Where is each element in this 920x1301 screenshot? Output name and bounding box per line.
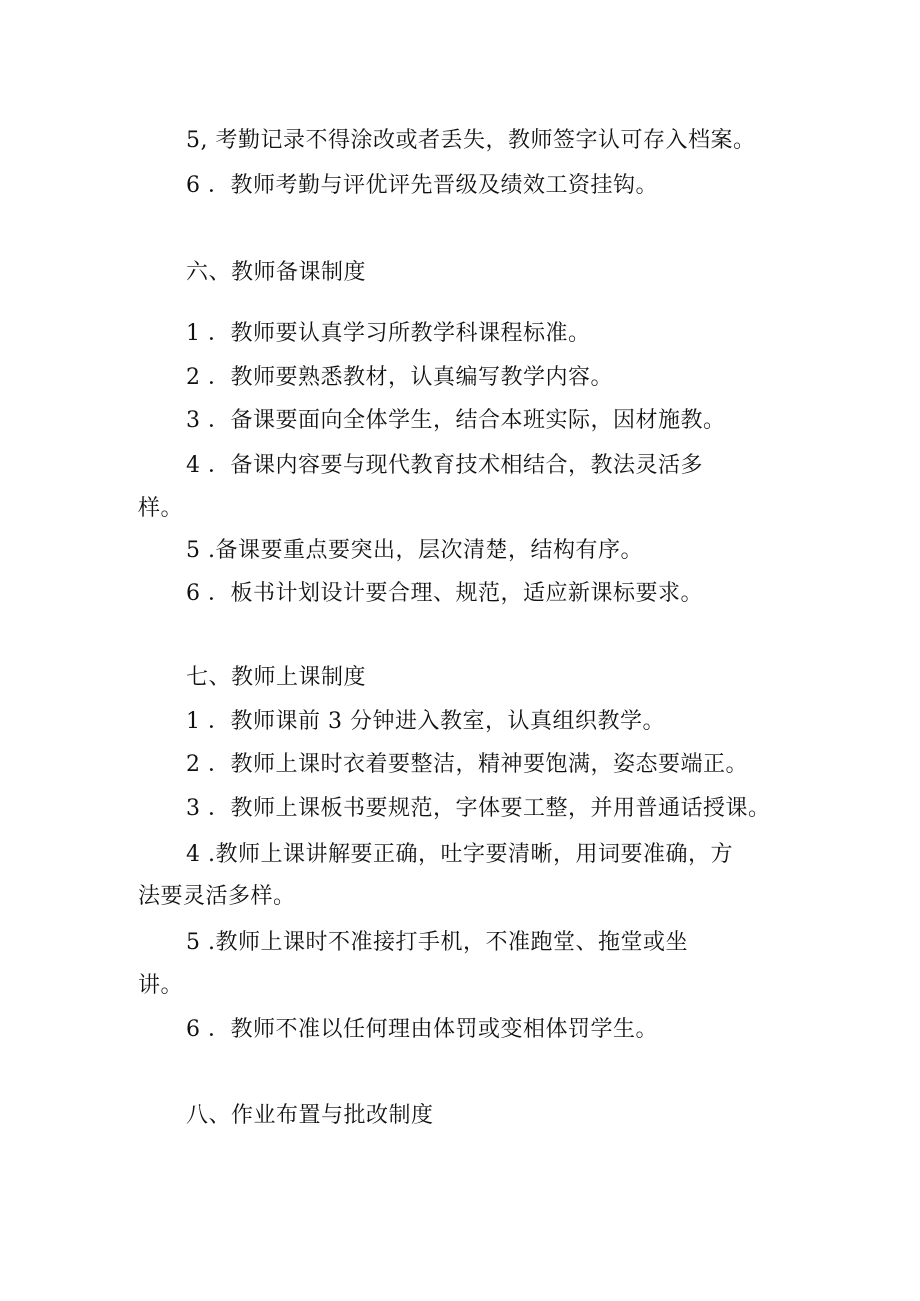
teaching-item-2: 2 ．教师上课时衣着要整洁，精神要饱满，姿态要端正。 [186, 752, 748, 777]
teaching-item-6: 6 ．教师不准以任何理由体罚或变相体罚学生。 [186, 1017, 658, 1042]
lesson-prep-item-1: 1 ．教师要认真学习所教学科课程标准。 [186, 321, 591, 346]
section-heading-teaching: 七、教师上课制度 [186, 665, 367, 690]
teaching-item-1: 1 ．教师课前 3 分钟进入教室，认真组织教学。 [186, 709, 665, 734]
teaching-item-4: 4 .教师上课讲解要正确，吐字要清晰，用词要准确，方 [186, 842, 733, 867]
section-heading-homework: 八、作业布置与批改制度 [186, 1103, 434, 1128]
teaching-item-3: 3 ．教师上课板书要规范，字体要工整，并用普通话授课。 [186, 796, 771, 821]
attendance-item-5: 5, 考勤记录不得涂改或者丢失，教师签字认可存入档案。 [186, 128, 756, 153]
lesson-prep-item-4-continued: 样。 [138, 496, 184, 521]
lesson-prep-item-5: 5 .备课要重点要突出，层次清楚，结构有序。 [186, 538, 643, 563]
teaching-item-4-continued: 法要灵活多样。 [138, 884, 296, 909]
lesson-prep-item-2: 2 ．教师要熟悉教材，认真编写教学内容。 [186, 365, 613, 390]
lesson-prep-item-4: 4 ．备课内容要与现代教育技术相结合，教法灵活多 [186, 453, 703, 478]
lesson-prep-item-3: 3 ．备课要面向全体学生，结合本班实际，因材施教。 [186, 408, 726, 433]
attendance-item-6: 6 ．教师考勤与评优评先晋级及绩效工资挂钩。 [186, 173, 658, 198]
teaching-item-5-continued: 讲。 [138, 973, 184, 998]
lesson-prep-item-6: 6 ．板书计划设计要合理、规范，适应新课标要求。 [186, 581, 703, 606]
teaching-item-5: 5 .教师上课时不准接打手机，不准跑堂、拖堂或坐 [186, 930, 688, 955]
section-heading-lesson-prep: 六、教师备课制度 [186, 260, 367, 285]
